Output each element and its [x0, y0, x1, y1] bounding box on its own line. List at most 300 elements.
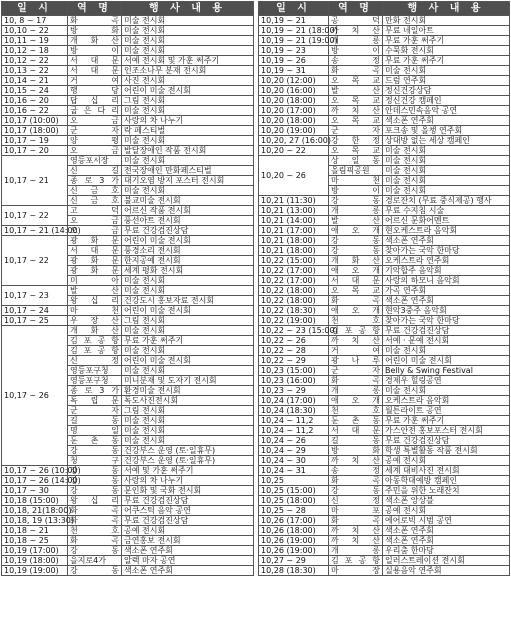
station-cell: 까 치 산: [329, 526, 383, 536]
table-row: [259, 356, 510, 366]
station-cell: 왕 십 리: [68, 296, 122, 306]
station-cell: 영등포구청: [68, 376, 122, 386]
event-cell: 미술 전시회: [383, 346, 510, 356]
table-row: [259, 96, 510, 106]
date-cell: 10,17 ~ 22: [2, 236, 68, 286]
station-cell: 서 대 문: [68, 56, 122, 66]
station-cell: 화 곡: [68, 16, 122, 26]
date-cell: 10,17 ~ 21 (14:00): [2, 226, 68, 236]
station-cell: 양 평: [68, 136, 122, 146]
station-cell: 강 한 정: [329, 136, 383, 146]
table-row: [259, 16, 510, 26]
date-cell: 10,12 ~ 22: [2, 56, 68, 66]
event-cell: 미술 전시회: [122, 136, 254, 146]
event-cell: 우리춤 한마당: [383, 546, 510, 556]
event-cell: 사랑의 차 나누기: [122, 116, 254, 126]
event-cell: 수묵화 전시회: [383, 46, 510, 56]
table-row: [2, 236, 254, 246]
table-row: [259, 206, 510, 216]
date-cell: 10,26 (18:00): [259, 526, 329, 536]
event-cell: 경로잔치 (무료 중식제공) 행사: [383, 196, 510, 206]
event-cell: 에어로빅 시범 공연: [383, 516, 510, 526]
date-cell: 10,17 ~ 24: [2, 306, 68, 316]
event-cell: 미술 전시회: [122, 326, 254, 336]
event-cell: 미술 전시회: [122, 416, 254, 426]
event-cell: 발달장애인 작품 전시회: [122, 146, 254, 156]
event-cell: 문인화 및 국화 전시회: [122, 486, 254, 496]
event-cell: 세계 평화 전시회: [122, 266, 254, 276]
date-cell: 10,24 ~ 11,2: [259, 426, 329, 436]
event-cell: 미술 전시회: [122, 346, 254, 356]
table-row: [259, 546, 510, 556]
station-cell: 강 동: [68, 546, 122, 556]
event-cell: 드럼 연주회: [383, 76, 510, 86]
date-cell: 10,17 ~ 26 (10:00): [2, 466, 68, 476]
station-cell: 천 호: [329, 316, 383, 326]
station-cell: 개 롱: [329, 206, 383, 216]
table-row: [259, 406, 510, 416]
event-cell: 미술 전시회: [383, 176, 510, 186]
station-cell: 미 아: [68, 276, 122, 286]
event-cell: 그림 전시회: [122, 406, 254, 416]
event-cell: 무료 가훈 써주기: [383, 56, 510, 66]
event-cell: 무료 가훈 써주기: [383, 416, 510, 426]
table-row: [259, 266, 510, 276]
table-row: [259, 226, 510, 236]
event-cell: 무료 건강검진상담: [383, 326, 510, 336]
date-cell: 10,19 ~ 21: [259, 16, 329, 26]
event-cell: 색소폰 연주회: [122, 566, 254, 576]
event-cell: 미술 전시회: [383, 146, 510, 156]
header-place: 역 명: [329, 2, 383, 16]
table-row: [259, 316, 510, 326]
station-cell: 화 곡: [329, 376, 383, 386]
table-row: [259, 416, 510, 426]
event-cell: 불교미술 전시회: [122, 196, 254, 206]
station-cell: 발 산: [329, 216, 383, 226]
event-cell: 그림 전시회: [122, 316, 254, 326]
event-cell: 일러스트레이션 전시회: [383, 556, 510, 566]
event-cell: 미술 전시회: [122, 16, 254, 26]
table-row: [2, 56, 254, 66]
station-cell: 애 오 개: [329, 306, 383, 316]
station-cell: 군 자: [68, 406, 122, 416]
date-cell: 10,17 ~ 22: [2, 206, 68, 226]
event-cell: 미술 전시회: [122, 156, 254, 166]
table-row: [259, 26, 510, 36]
station-cell: 오 목 교: [329, 286, 383, 296]
station-cell: 서 대 문: [68, 246, 122, 256]
station-cell: 방 이: [329, 46, 383, 56]
event-cell: 색소폰 앙상블: [383, 496, 510, 506]
event-cell: 사랑의 하모니 음악회: [383, 276, 510, 286]
table-row: [2, 486, 254, 496]
table-row: [2, 526, 254, 536]
station-cell: 개 롱: [329, 386, 383, 396]
date-cell: 10,22 ~ 23 (15:00): [259, 326, 329, 336]
table-row: [259, 156, 510, 166]
date-cell: 10,17 ~ 19: [2, 136, 68, 146]
date-cell: 10,18 ~ 21: [2, 526, 68, 536]
station-cell: 군 자: [329, 126, 383, 136]
event-cell: 인조소나무 분재 전시회: [122, 66, 254, 76]
table-row: [2, 36, 254, 46]
station-cell: 강 동: [329, 196, 383, 206]
date-cell: 10,22 (18:30): [259, 306, 329, 316]
schedule-table-right: [258, 1, 510, 576]
date-cell: 10,22 ~ 29: [259, 356, 329, 366]
table-row: [259, 346, 510, 356]
date-cell: 10,22 (18:00): [259, 286, 329, 296]
table-row: [259, 466, 510, 476]
date-cell: 10,11 ~ 19: [2, 36, 68, 46]
station-cell: 신 길: [68, 166, 122, 176]
event-cell: 대기오염 방지 포스터 전시회: [122, 176, 254, 186]
table-row: [2, 106, 254, 116]
station-cell: 방 이: [68, 46, 122, 56]
event-cell: 현악3중주 음악회: [383, 306, 510, 316]
station-cell: 왕 십 리: [68, 496, 122, 506]
station-cell: 까 치 산: [329, 536, 383, 546]
date-cell: 10,26 (19:00): [259, 546, 329, 556]
station-cell: 명 일: [68, 426, 122, 436]
station-cell: 광 화 문: [68, 266, 122, 276]
station-cell: 신 정: [68, 356, 122, 366]
date-cell: 10,17 (18:00): [2, 126, 68, 136]
table-row: [2, 546, 254, 556]
date-cell: 10,20 (18:00): [259, 96, 329, 106]
date-cell: 10,12 ~ 18: [2, 46, 68, 56]
station-cell: 오 목 교: [329, 116, 383, 126]
table-row: [259, 426, 510, 436]
table-row: [2, 16, 254, 26]
station-cell: 서 대 문: [329, 276, 383, 286]
date-cell: 10,20 (16:00): [259, 86, 329, 96]
table-row: [259, 526, 510, 536]
event-cell: 미술 전시회: [122, 46, 254, 56]
event-cell: 정신건강상담: [383, 86, 510, 96]
station-cell: 행 당: [68, 86, 122, 96]
station-cell: 광 화 문: [68, 256, 122, 266]
station-cell: 종 로 3 가: [68, 386, 122, 396]
table-row: [2, 466, 254, 476]
event-cell: 무료 건강검진상담: [122, 496, 254, 506]
header-event: 행 사 내 용: [383, 2, 510, 16]
station-cell: 까 치 산: [329, 456, 383, 466]
station-cell: 애 오 개: [329, 266, 383, 276]
station-cell: 까 치 산: [329, 106, 383, 116]
table-row: [2, 306, 254, 316]
event-cell: 무료 네일아트: [383, 26, 510, 36]
event-cell: 무료 건강검진상담: [383, 436, 510, 446]
date-cell: 10,19 ~ 21 (18:00): [259, 26, 329, 36]
event-cell: 어린이 미술 전시회: [122, 86, 254, 96]
event-cell: 무료 가훈 써주기: [122, 336, 254, 346]
table-row: [259, 496, 510, 506]
date-cell: 10,25: [259, 476, 329, 486]
station-cell: 마 장: [329, 566, 383, 576]
station-cell: 강 동: [329, 236, 383, 246]
date-cell: 10,25 (18:00): [259, 496, 329, 506]
event-cell: 어르신 문화어멘트: [383, 216, 510, 226]
date-cell: 10,25 (15:00): [259, 486, 329, 496]
date-cell: 10,26 (19:00): [259, 536, 329, 546]
date-cell: 10,24 (18:30): [259, 406, 329, 416]
station-cell: 길 동: [68, 416, 122, 426]
table-row: [2, 26, 254, 36]
event-cell: 색소폰 연주회: [383, 536, 510, 546]
date-cell: 10,15 ~ 24: [2, 86, 68, 96]
station-cell: 발 산: [329, 86, 383, 96]
event-cell: 전국장애인 만화페스티벌: [122, 166, 254, 176]
table-row: [2, 76, 254, 86]
station-cell: 애 오 개: [329, 226, 383, 236]
table-row: [259, 506, 510, 516]
table-row: [2, 66, 254, 76]
station-cell: 화 곡: [329, 66, 383, 76]
station-cell: 강 동: [68, 486, 122, 496]
table-row: [259, 446, 510, 456]
table-row: [259, 456, 510, 466]
station-cell: 화 곡: [68, 536, 122, 546]
station-cell: 방 화: [68, 26, 122, 36]
event-cell: 미술 전시회: [122, 26, 254, 36]
schedule-body-left: [2, 16, 254, 576]
station-cell: 서 대 문: [68, 66, 122, 76]
station-cell: 김 포 공 항: [329, 556, 383, 566]
date-cell: 10,17 ~ 20: [2, 146, 68, 156]
station-cell: 공 덕: [329, 16, 383, 26]
station-cell: 굽 은 다 리: [68, 106, 122, 116]
table-row: [2, 206, 254, 216]
station-cell: 개 화 산: [68, 326, 122, 336]
table-row: [2, 476, 254, 486]
station-cell: 오 금: [68, 226, 122, 236]
event-cell: 찾아가는 국악 한마당: [383, 316, 510, 326]
event-cell: 무료 건강검진상담: [122, 516, 254, 526]
event-cell: 안데스민속음악 공연: [383, 106, 510, 116]
table-row: [259, 216, 510, 226]
date-cell: 10,17 ~ 25: [2, 316, 68, 326]
event-cell: 오케스트라 연주회: [383, 256, 510, 266]
date-cell: 10,18, 19 (13:30): [2, 516, 68, 526]
event-cell: 오케스트라 음악회: [383, 396, 510, 406]
station-cell: 화 곡: [329, 516, 383, 526]
station-cell: 강 동: [329, 486, 383, 496]
event-cell: 공예 전시회: [383, 506, 510, 516]
station-cell: 오 금: [68, 146, 122, 156]
event-cell: 무료 건강검진상담: [122, 226, 254, 236]
event-cell: 미술 전시회: [122, 426, 254, 436]
date-cell: 10,22 (19:00): [259, 316, 329, 326]
station-cell: 신 금 호: [68, 196, 122, 206]
event-cell: 색소폰 연주회: [383, 526, 510, 536]
date-cell: 10,22 (18:00): [259, 296, 329, 306]
event-cell: 주민을 위한 노래잔치: [383, 486, 510, 496]
date-cell: 10,20 (18:00): [259, 116, 329, 126]
date-cell: 10,22 (15:00): [259, 256, 329, 266]
table-row: [259, 286, 510, 296]
station-cell: 김 포 공 항: [68, 336, 122, 346]
header-row: [259, 2, 510, 16]
date-cell: 10,19 ~ 21 (19:00): [259, 36, 329, 46]
event-cell: Belly & Swing Festival: [383, 366, 510, 376]
table-row: [259, 386, 510, 396]
date-cell: 10,19 ~ 23: [259, 46, 329, 56]
station-cell: 종 로 3 가: [68, 176, 122, 186]
date-cell: 10,21 (18:00): [259, 246, 329, 256]
event-cell: 색소폰 연주회: [122, 546, 254, 556]
event-cell: 미술 전시회: [122, 286, 254, 296]
date-cell: 10,20 (19:00): [259, 126, 329, 136]
station-cell: 마 천: [329, 176, 383, 186]
table-row: [259, 486, 510, 496]
date-cell: 10,24 (17:00): [259, 396, 329, 406]
event-cell: 건강도시 홍보자료 전시회: [122, 296, 254, 306]
date-cell: 10,16 ~ 22: [2, 106, 68, 116]
station-cell: 천 호: [329, 406, 383, 416]
event-cell: 기악합주 음악회: [383, 266, 510, 276]
event-cell: 어린이 미술 전시회: [122, 236, 254, 246]
event-cell: 색소폰 연주회: [383, 296, 510, 306]
table-row: [2, 316, 254, 326]
station-cell: 오 금: [68, 116, 122, 126]
date-cell: 10,24 ~ 26: [259, 436, 329, 446]
station-cell: 방 화: [329, 446, 383, 456]
table-row: [2, 126, 254, 136]
date-cell: 10,17 ~ 23: [2, 286, 68, 306]
date-cell: 10,24 ~ 29: [259, 446, 329, 456]
station-cell: 발 산: [68, 286, 122, 296]
table-row: [259, 136, 510, 146]
event-cell: 포크송 및 올챙 연주회: [383, 126, 510, 136]
header-date: 일 시: [2, 2, 68, 16]
table-row: [2, 86, 254, 96]
date-cell: 10,18 ~ 25: [2, 536, 68, 546]
table-row: [259, 366, 510, 376]
schedule-body-right: [259, 16, 510, 576]
event-cell: 공예 전시회: [122, 526, 254, 536]
table-row: [259, 336, 510, 346]
event-cell: 미술 전시회: [122, 436, 254, 446]
station-cell: 김 포 공 항: [329, 326, 383, 336]
date-cell: 10,17 ~ 26: [2, 326, 68, 466]
event-cell: 미니분재 및 도자기 전시회: [122, 376, 254, 386]
event-cell: 서예 · 문예 전시회: [383, 336, 510, 346]
station-cell: 까 치 산: [329, 336, 383, 346]
table-row: [259, 476, 510, 486]
table-row: [2, 326, 254, 336]
event-cell: 무료 가훈 써주기: [383, 36, 510, 46]
event-cell: 가곡 연주회: [383, 286, 510, 296]
event-cell: 풍경소리 전시회: [122, 246, 254, 256]
table-row: [259, 76, 510, 86]
date-cell: 10,24 ~ 30: [259, 456, 329, 466]
station-cell: 오 목 교: [329, 96, 383, 106]
event-cell: 찾아가는 국악 한마당: [383, 246, 510, 256]
event-cell: 미술 전시회: [383, 386, 510, 396]
date-cell: 10,21 (11:30): [259, 196, 329, 206]
date-cell: 10,20, 27 (16:00): [259, 136, 329, 146]
event-cell: 어린이 미술 전시회: [383, 356, 510, 366]
event-cell: 금연홍보 전시회: [122, 536, 254, 546]
table-row: [259, 306, 510, 316]
date-cell: 10,23 (15:00): [259, 366, 329, 376]
station-cell: 답 십 리: [68, 96, 122, 106]
date-cell: 10,24 ~ 11,2: [259, 416, 329, 426]
event-cell: 사진 전시회: [122, 76, 254, 86]
event-cell: 만화 전시회: [383, 16, 510, 26]
table-row: [259, 46, 510, 56]
header-date: 일 시: [259, 2, 329, 16]
station-cell: 을지로4가: [68, 556, 122, 566]
date-cell: 10,20 ~ 26: [259, 156, 329, 196]
table-row: [2, 146, 254, 156]
table-row: [2, 506, 254, 516]
table-row: [2, 556, 254, 566]
date-cell: 10,22 (17:00): [259, 266, 329, 276]
station-cell: 군 자: [329, 366, 383, 376]
station-cell: 거 여: [68, 76, 122, 86]
table-row: [259, 196, 510, 206]
station-cell: 강 동: [68, 476, 122, 486]
station-cell: 개 화 산: [329, 256, 383, 266]
table-row: [259, 36, 510, 46]
station-cell: 청 구: [68, 456, 122, 466]
date-cell: 10,17 ~ 21: [2, 156, 68, 206]
event-cell: 무료 수지침 시술: [383, 206, 510, 216]
event-cell: 서예 전시회 및 가훈 써주기: [122, 56, 254, 66]
event-cell: 건강부스 운영 (토·일휴무): [122, 456, 254, 466]
date-cell: 10,17 ~ 26 (14:00): [2, 476, 68, 486]
table-row: [259, 106, 510, 116]
event-cell: 어린이 미술 전시회: [122, 306, 254, 316]
date-cell: 10,22 ~ 28: [259, 346, 329, 356]
event-cell: 환경미술 전시회: [122, 386, 254, 396]
station-cell: 화 곡: [329, 476, 383, 486]
header-event: 행 사 내 용: [122, 2, 254, 16]
station-cell: 오 목 교: [329, 76, 383, 86]
station-cell: 신 금 호: [68, 186, 122, 196]
date-cell: 10,13 ~ 22: [2, 66, 68, 76]
station-cell: 우 장 산: [68, 316, 122, 326]
event-cell: 세계 대비사진 전시회: [383, 466, 510, 476]
table-row: [2, 286, 254, 296]
station-cell: 광 화 문: [68, 236, 122, 246]
station-cell: 천 호: [68, 526, 122, 536]
table-row: [259, 326, 510, 336]
date-cell: 10,26 (17:00): [259, 516, 329, 526]
date-cell: 10,14 ~ 21: [2, 76, 68, 86]
station-cell: 올림픽공원: [329, 166, 383, 176]
table-row: [2, 516, 254, 526]
date-cell: 10,19 (17:00): [2, 546, 68, 556]
event-cell: 색소폰 연주회: [383, 116, 510, 126]
date-cell: 10,28 (18:30): [259, 566, 329, 576]
event-cell: 미술 전시회: [122, 276, 254, 286]
event-cell: 풍선아트 전시회: [122, 216, 254, 226]
station-cell: 영등포시장: [68, 156, 122, 166]
date-cell: 10,21 (14:00): [259, 216, 329, 226]
table-row: [259, 246, 510, 256]
table-row: [259, 66, 510, 76]
date-cell: 10,25 ~ 28: [259, 506, 329, 516]
event-cell: 어린이 미술 전시회: [122, 356, 254, 366]
date-cell: 10,19 (18:00): [2, 556, 68, 566]
event-cell: 서예 및 가훈 써주기: [122, 466, 254, 476]
station-cell: 길 동: [329, 436, 383, 446]
event-cell: 한지공예 전시회: [122, 256, 254, 266]
